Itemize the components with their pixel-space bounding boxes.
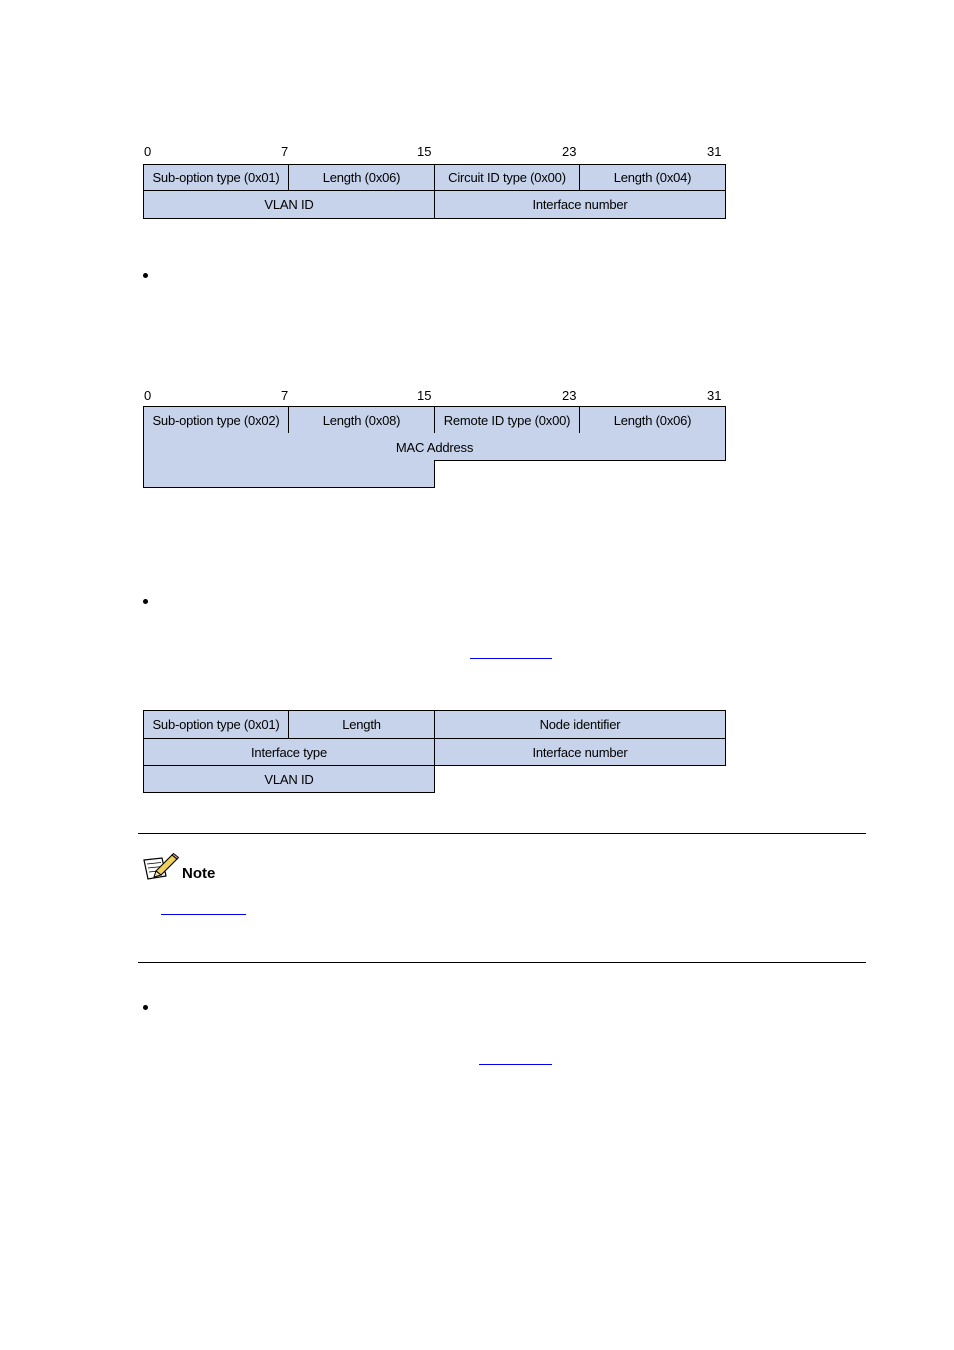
bit-label-31: 31 <box>707 144 722 159</box>
interface-number-cell: Interface number <box>434 738 726 766</box>
hyperlink-underline[interactable] <box>470 658 552 659</box>
interface-type-cell: Interface type <box>143 738 435 766</box>
bit-label-23: 23 <box>562 144 577 159</box>
bit-label-23: 23 <box>562 388 577 403</box>
bullet-point <box>143 1005 148 1010</box>
length-cell: Length (0x08) <box>288 406 435 434</box>
remote-id-type-cell: Remote ID type (0x00) <box>434 406 580 434</box>
bit-label-0: 0 <box>144 144 152 159</box>
mac-address-block-lower <box>143 460 435 488</box>
circuit-id-type-cell: Circuit ID type (0x00) <box>434 164 580 191</box>
bit-label-31: 31 <box>707 388 722 403</box>
vlan-id-cell: VLAN ID <box>143 190 435 219</box>
remote-length-cell: Length (0x06) <box>579 406 726 434</box>
hyperlink-underline[interactable] <box>479 1064 552 1065</box>
vlan-id-cell: VLAN ID <box>143 765 435 793</box>
bit-label-15: 15 <box>417 144 432 159</box>
bullet-point <box>143 599 148 604</box>
hyperlink-underline[interactable] <box>161 914 246 915</box>
length-cell: Length <box>288 710 435 739</box>
interface-number-cell: Interface number <box>434 190 726 219</box>
bit-label-7: 7 <box>281 144 289 159</box>
note-pencil-icon <box>142 852 180 882</box>
note-bottom-rule <box>138 962 866 963</box>
sub-option-type-cell: Sub-option type (0x02) <box>143 406 289 434</box>
circuit-length-cell: Length (0x04) <box>579 164 726 191</box>
bit-label-15: 15 <box>417 388 432 403</box>
note-label: Note <box>182 865 216 882</box>
length-cell: Length (0x06) <box>288 164 435 191</box>
node-identifier-cell: Node identifier <box>434 710 726 739</box>
bit-label-0: 0 <box>144 388 152 403</box>
sub-option-type-cell: Sub-option type (0x01) <box>143 710 289 739</box>
bit-label-7: 7 <box>281 388 289 403</box>
sub-option-type-cell: Sub-option type (0x01) <box>143 164 289 191</box>
mac-address-label: MAC Address <box>395 439 474 455</box>
bullet-point <box>143 273 148 278</box>
note-top-rule <box>138 833 866 834</box>
